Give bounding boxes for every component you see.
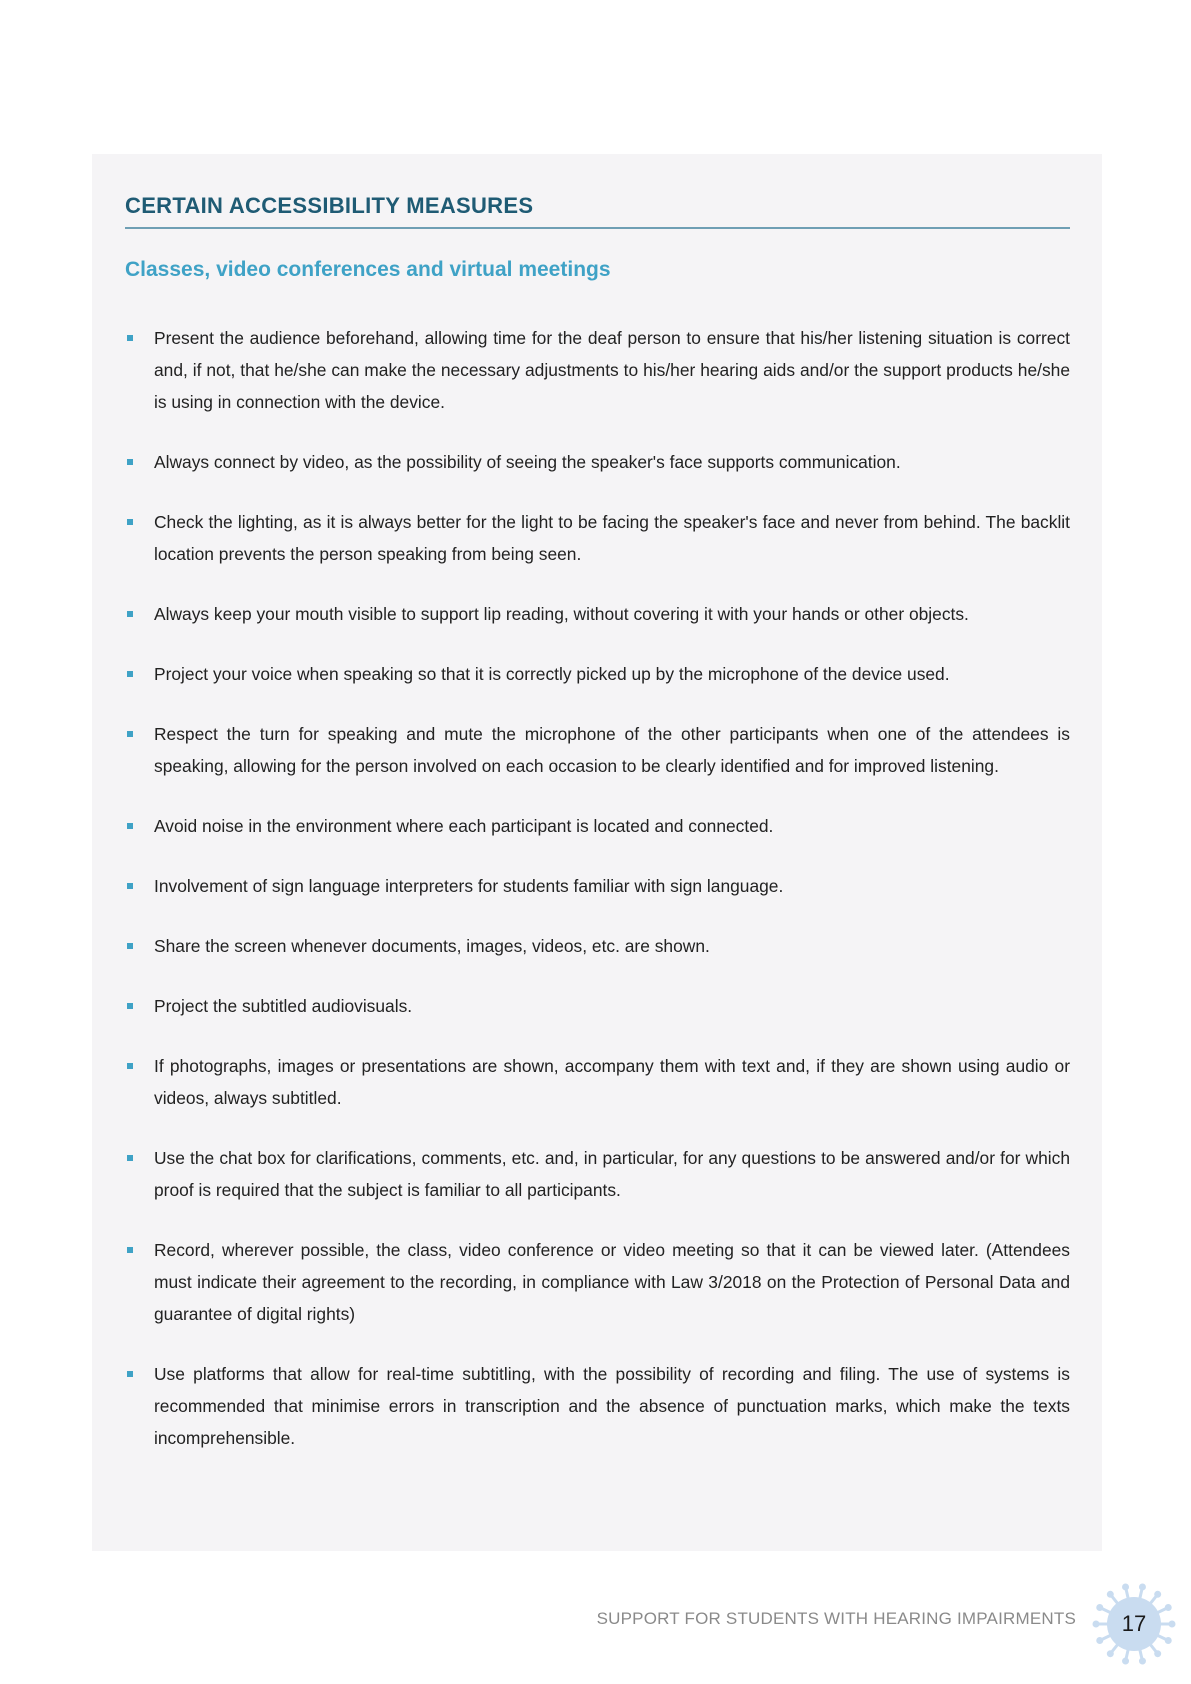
title-divider xyxy=(125,227,1070,229)
bullet-square-icon xyxy=(127,823,133,829)
running-title: SUPPORT FOR STUDENTS WITH HEARING IMPAIRMENTS xyxy=(596,1609,1076,1628)
bullet-square-icon xyxy=(127,1155,133,1161)
list-item-text: Present the audience beforehand, allowing time for the deaf person to ensure that his/her listening situation is correct and, if not, that he/she can make the necessary adjustments to his/her hearing aids and/or the support products he/she is using in connection with the device. xyxy=(154,328,1070,412)
list-item-text: Check the lighting, as it is always better for the light to be facing the speaker's face and never from behind. The backlit location prevents the person speaking from being seen. xyxy=(154,512,1070,564)
section-title: CERTAIN ACCESSIBILITY MEASURES xyxy=(125,193,534,218)
list-item-text: Project the subtitled audiovisuals. xyxy=(154,996,413,1016)
bullet-square-icon xyxy=(127,1003,133,1009)
list-item xyxy=(125,446,1070,478)
list-item-text: Record, wherever possible, the class, video conference or video meeting so that it can be viewed later. (Attendees must indicate their agreement to the recording, in compliance with Law 3/2018 on the Protection of Personal Data and guarantee of digital rights) xyxy=(154,1240,1070,1324)
bullet-square-icon xyxy=(127,671,133,677)
list-item xyxy=(125,870,1070,902)
list-item xyxy=(125,990,1070,1022)
bullet-square-icon xyxy=(127,519,133,525)
list-item-text: Always connect by video, as the possibility of seeing the speaker's face supports communication. xyxy=(154,452,901,472)
list-item-text: If photographs, images or presentations are shown, accompany them with text and, if they are shown using audio or videos, always subtitled. xyxy=(154,1056,1070,1108)
bullet-square-icon xyxy=(127,335,133,341)
list-item-text: Use platforms that allow for real-time subtitling, with the possibility of recording and filing. The use of systems is recommended that minimise errors in transcription and the absence of punctuation marks, which make the texts incomprehensible. xyxy=(154,1364,1070,1448)
list-item xyxy=(125,1142,1070,1206)
list-item-text: Use the chat box for clarifications, comments, etc. and, in particular, for any questions to be answered and/or for which proof is required that the subject is familiar to all participants. xyxy=(154,1148,1070,1200)
list-item-text: Project your voice when speaking so that it is correctly picked up by the microphone of the device used. xyxy=(154,664,950,684)
list-item-text: Always keep your mouth visible to support lip reading, without covering it with your hands or other objects. xyxy=(154,604,969,624)
list-item xyxy=(125,930,1070,962)
page-number: 17 xyxy=(1121,1611,1147,1636)
bullet-square-icon xyxy=(127,883,133,889)
list-item-text: Involvement of sign language interpreters for students familiar with sign language. xyxy=(154,876,784,896)
section-subtitle: Classes, video conferences and virtual meetings xyxy=(125,258,611,281)
list-item xyxy=(125,658,1070,690)
bullet-square-icon xyxy=(127,1247,133,1253)
list-item xyxy=(125,810,1070,842)
list-item xyxy=(125,718,1070,782)
bullet-square-icon xyxy=(127,943,133,949)
list-item-text: Share the screen whenever documents, images, videos, etc. are shown. xyxy=(154,936,710,956)
bullet-square-icon xyxy=(127,731,133,737)
list-item-text: Respect the turn for speaking and mute the microphone of the other participants when one of the attendees is speaking, allowing for the person involved on each occasion to be clearly identified and for improved listening. xyxy=(154,724,1070,776)
bullet-square-icon xyxy=(127,611,133,617)
list-item xyxy=(125,1358,1070,1454)
measures-list xyxy=(125,322,1070,1482)
bullet-square-icon xyxy=(127,459,133,465)
bullet-square-icon xyxy=(127,1063,133,1069)
list-item xyxy=(125,322,1070,418)
list-item xyxy=(125,506,1070,570)
list-item xyxy=(125,1050,1070,1114)
list-item xyxy=(125,1234,1070,1330)
list-item-text: Avoid noise in the environment where each participant is located and connected. xyxy=(154,816,774,836)
bullet-square-icon xyxy=(127,1371,133,1377)
list-item xyxy=(125,598,1070,630)
